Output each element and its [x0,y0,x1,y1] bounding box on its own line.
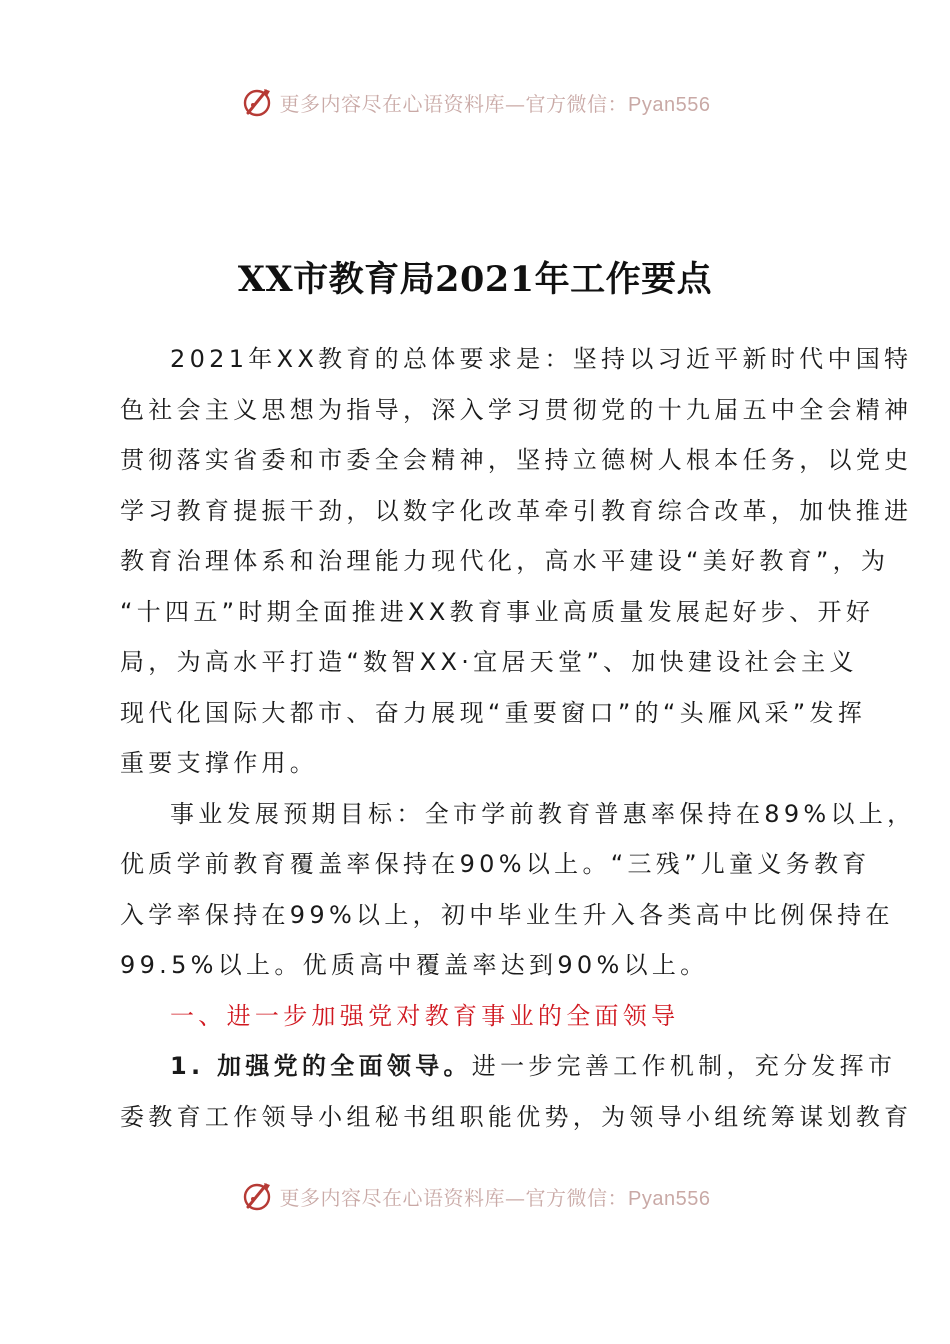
pen-circle-icon [240,1179,274,1213]
item-line [120,1041,897,1092]
paragraph-line: 入学率保持在99%以上，初中毕业生升入各类高中比例保持在 [120,900,894,929]
watermark-text: 更多内容尽在心语资料库—官方微信：Pyan556 [279,1185,711,1210]
paragraph-line: “十四五”时期全面推进XX教育事业高质量发展起好步、开好 [120,597,875,626]
paragraph-line: 现代化国际大都市、奋力展现“重要窗口”的“头雁风采”发挥 [120,698,867,727]
paragraph-line: 色社会主义思想为指导，深入学习贯彻党的十九届五中全会精神 [120,395,913,424]
paragraph-line: 2021年XX教育的总体要求是：坚持以习近平新时代中国特 [170,345,913,373]
section-heading: 一、进一步加强党对教育事业的全面领导 [170,1001,680,1030]
item-text: 进一步完善工作机制，充分发挥市 [471,1052,897,1080]
footer-watermark [0,1176,950,1216]
paragraph-line: 学习教育提振干劲，以数字化改革牵引教育综合改革，加快推进 [120,496,913,525]
paragraph-line: 重要支撑作用。 [120,749,319,777]
paragraph-line: 事业发展预期目标：全市学前教育普惠率保持在89%以上， [170,799,916,828]
watermark-text: 更多内容尽在心语资料库—官方微信：Pyan556 [279,91,711,116]
pen-circle-icon [240,85,274,119]
document-title: XX市教育局2021年工作要点 [237,259,713,300]
paragraph-line: 99.5%以上。优质高中覆盖率达到90%以上。 [120,951,709,979]
paragraph-line: 教育治理体系和治理能力现代化，高水平建设“美好教育”，为 [120,547,890,575]
document-body [120,334,916,1142]
paragraph-line: 贯彻落实省委和市委全会精神，坚持立德树人根本任务，以党史 [120,446,913,474]
paragraph-line: 局，为高水平打造“数智XX·宜居天堂”、加快建设社会主义 [120,648,858,676]
item-label: 1. 加强党的全面领导。 [170,1052,472,1080]
paragraph-line: 委教育工作领导小组秘书组职能优势，为领导小组统筹谋划教育 [120,1102,913,1131]
paragraph-line: 优质学前教育覆盖率保持在90%以上。“三残”儿童义务教育 [120,850,871,878]
header-watermark [0,82,950,122]
